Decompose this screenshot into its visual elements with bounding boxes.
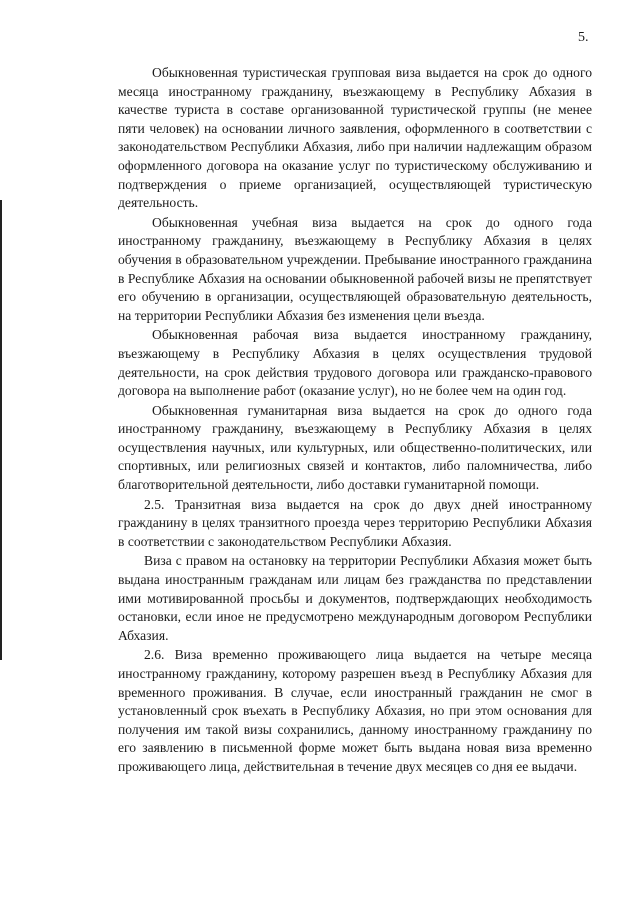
paragraph-tourist-group-visa: Обыкновенная туристическая групповая виза выдается на срок до одного месяца иностранному гражданину, въезжающему в Республику Абхазия в качестве туриста в составе организованной туристической группы (не менее пяти человек) на основании личного заявления, оформленного в соответствии с законодательством Республики Абхазия, либо при наличии надлежащим образом оформленного договора на оказание услуг по туристическому обслуживанию и подтверждения о приеме организацией, осуществляющей туристическую деятельность. [118, 65, 592, 211]
paragraph-stopover-visa: Виза с правом на остановку на территории Республики Абхазия может быть выдана иностранным гражданам или лицам без гражданства по представлении ими мотивированной просьбы и документов, подтверждающих необходимость остановки, если иное не предусмотрено международным договором Республики Абхазия. [118, 553, 592, 643]
paragraph-transit-visa: 2.5. Транзитная виза выдается на срок до двух дней иностранному гражданину в целях транзитного проезда через территорию Республики Абхазия в соответствии с законодательством Республики Абхазия. [118, 496, 592, 549]
paragraph-study-visa: Обыкновенная учебная виза выдается на срок до одного года иностранному гражданину, въезжающему в Республику Абхазия в целях обучения в образовательном учреждении. Пребывание иностранного гражданина в Республике Абхазия на основании обыкновенной рабочей визы не препятствует его обучению в организации, осуществляющей образовательную деятельность, на территории Республики Абхазия без изменения цели въезда. [118, 214, 592, 323]
document-body [118, 64, 592, 778]
scan-edge-line [0, 200, 2, 660]
paragraph-humanitarian-visa: Обыкновенная гуманитарная виза выдается на срок до одного года иностранному гражданину, въезжающему в Республику Абхазия в целях осуществления научных, или культурных, или общественно-политических, или спортивных, или религиозных связей и контактов, либо паломничества, либо благотворительной деятельности, либо доставки гуманитарной помощи. [118, 402, 592, 493]
paragraph-temporary-resident-visa: 2.6. Виза временно проживающего лица выдается на четыре месяца иностранному гражданину, которому разрешен въезд в Республику Абхазия для временного проживания. В случае, если иностранный гражданин не смог в установленный срок въехать в Республику Абхазия, но при этом основания для получения им такой визы сохранились, данному иностранному гражданину по его заявлению в письменной форме может быть выдана новая виза временно проживающего лица, действительная в течение двух месяцев со дня ее выдачи. [118, 647, 592, 774]
page-number: 5. [578, 30, 589, 45]
paragraph-work-visa: Обыкновенная рабочая виза выдается иностранному гражданину, въезжающему в Республику Абхазия в целях осуществления трудовой деятельности, на срок действия трудового договора или гражданско-правового договора на выполнение работ (оказание услуг), но не более чем на один год. [118, 327, 592, 399]
